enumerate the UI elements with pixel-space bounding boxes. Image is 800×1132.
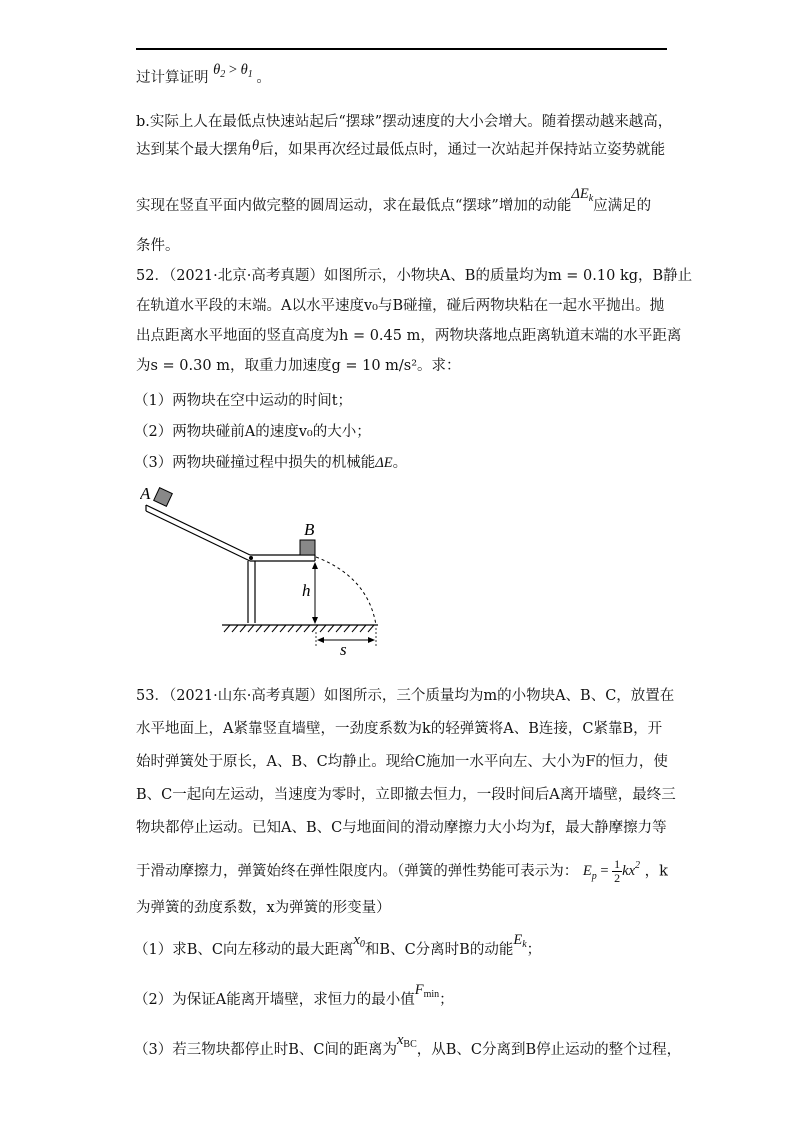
p51-b-line1: b.实际上人在最低点快速站起后“摆球”摆动速度的大小会增大。随着摆动越来越高，: [136, 114, 673, 130]
p52-line3: 出点距离水平地面的竖直高度为h = 0.45 m，两物块落地点距离轨道末端的水平距离: [136, 328, 682, 344]
p53-line7: 为弹簧的劲度系数，x为弹簧的形变量）: [136, 900, 391, 916]
p51-b-line4: 条件。: [136, 238, 180, 254]
block-b: [300, 540, 315, 555]
ground: [222, 625, 378, 632]
inclined-track: [146, 505, 250, 561]
p53-line5: 物块都停止运动。已知A、B、C与地面间的滑动摩擦力大小均为f，最大静摩擦力等: [136, 820, 667, 836]
xbc-symbol: $x_{BC}$: [396, 1032, 417, 1050]
p52-line4: 为s = 0.30 m，取重力加速度g = 10 m/s²。求：: [136, 358, 461, 374]
header-rule: [136, 48, 667, 50]
label-a: A: [140, 485, 151, 503]
label-b: B: [304, 520, 315, 539]
p53-question-3: （3）若三物块都停止时B、C间的距离为$x_{BC}$，从B、C分离到B停止运动的整个过程，: [134, 1032, 682, 1058]
delta-e-symbol: ΔE: [375, 455, 393, 471]
p52-line2: 在轨道水平段的末端。A以水平速度v₀与B碰撞，碰后两物块粘在一起水平抛出。抛: [136, 298, 665, 314]
p51-b-line2: 达到某个最大摆角θ后，如果再次经过最低点时，通过一次站起并保持站立姿势就能: [136, 138, 666, 158]
p53-question-2: （2）为保证A能离开墙壁，求恒力的最小值$F_{min}$；: [134, 982, 454, 1008]
p52-question-2: （2）两物块碰前A的速度v₀的大小；: [134, 424, 371, 440]
fmin-symbol: $F_{min}$: [414, 982, 440, 1000]
delta-ek-symbol: $\Delta E_k$: [571, 186, 594, 204]
label-s: s: [340, 640, 347, 655]
block-a: [154, 488, 173, 507]
horizontal-track: [249, 555, 315, 561]
p52-question-1: （1）两物块在空中运动的时间t；: [134, 393, 353, 409]
height-arrow: [312, 562, 318, 624]
p53-question-1: （1）求B、C向左移动的最大距离$x_0$和B、C分离时B的动能$E_k$；: [134, 932, 542, 958]
p53-line2: 水平地面上，A紧靠竖直墙壁，一劲度系数为k的轻弹簧将A、B连接，C紧靠B，开: [136, 721, 663, 737]
trajectory-curve: [316, 557, 376, 625]
p53-line3: 始时弹簧处于原长，A、B、C均静止。现给C施加一水平向左、大小为F的恒力，使: [136, 754, 668, 770]
p51-b-line3: 实现在竖直平面内做完整的圆周运动，求在最低点“摆球”增加的动能$\Delta E_k$应满足的: [136, 186, 652, 214]
ek-symbol: $E_k$: [513, 932, 527, 950]
support-legs: [248, 561, 255, 623]
x0-symbol: $x_0$: [353, 932, 365, 950]
p52-figure: [140, 485, 390, 655]
p53-line4: B、C一起向左运动，当速度为零时，立即撤去恒力，一段时间后A离开墙壁，最终三: [136, 787, 676, 803]
p51-line1: 过计算证明 $\theta_2 > \theta_1$ 。: [136, 62, 271, 86]
p52-question-3: （3）两物块碰撞过程中损失的机械能ΔE。: [134, 455, 408, 471]
p53-line1: 53．（2021·山东·高考真题）如图所示，三个质量均为m的小物块A、B、C，放置在: [136, 688, 675, 704]
p52-line1: 52．（2021·北京·高考真题）如图所示，小物块A、B的质量均为m = 0.10 kg，B静止: [136, 268, 693, 284]
p51-line1-prefix: 过计算证明: [136, 70, 209, 86]
p53-line6: 于滑动摩擦力，弹簧始终在弹性限度内。（弹簧的弹性势能可表示为： $E_p$ = $\frac{1}{2}$ $kx^2$ ，k: [136, 857, 668, 885]
p51-theta-inequality: $\theta_2 > \theta_1$: [213, 62, 253, 80]
theta-symbol: θ: [252, 138, 260, 154]
elastic-energy-formula: $E_p$ = $\frac{1}{2}$ $kx^2$: [582, 857, 641, 885]
label-h: h: [302, 581, 311, 600]
